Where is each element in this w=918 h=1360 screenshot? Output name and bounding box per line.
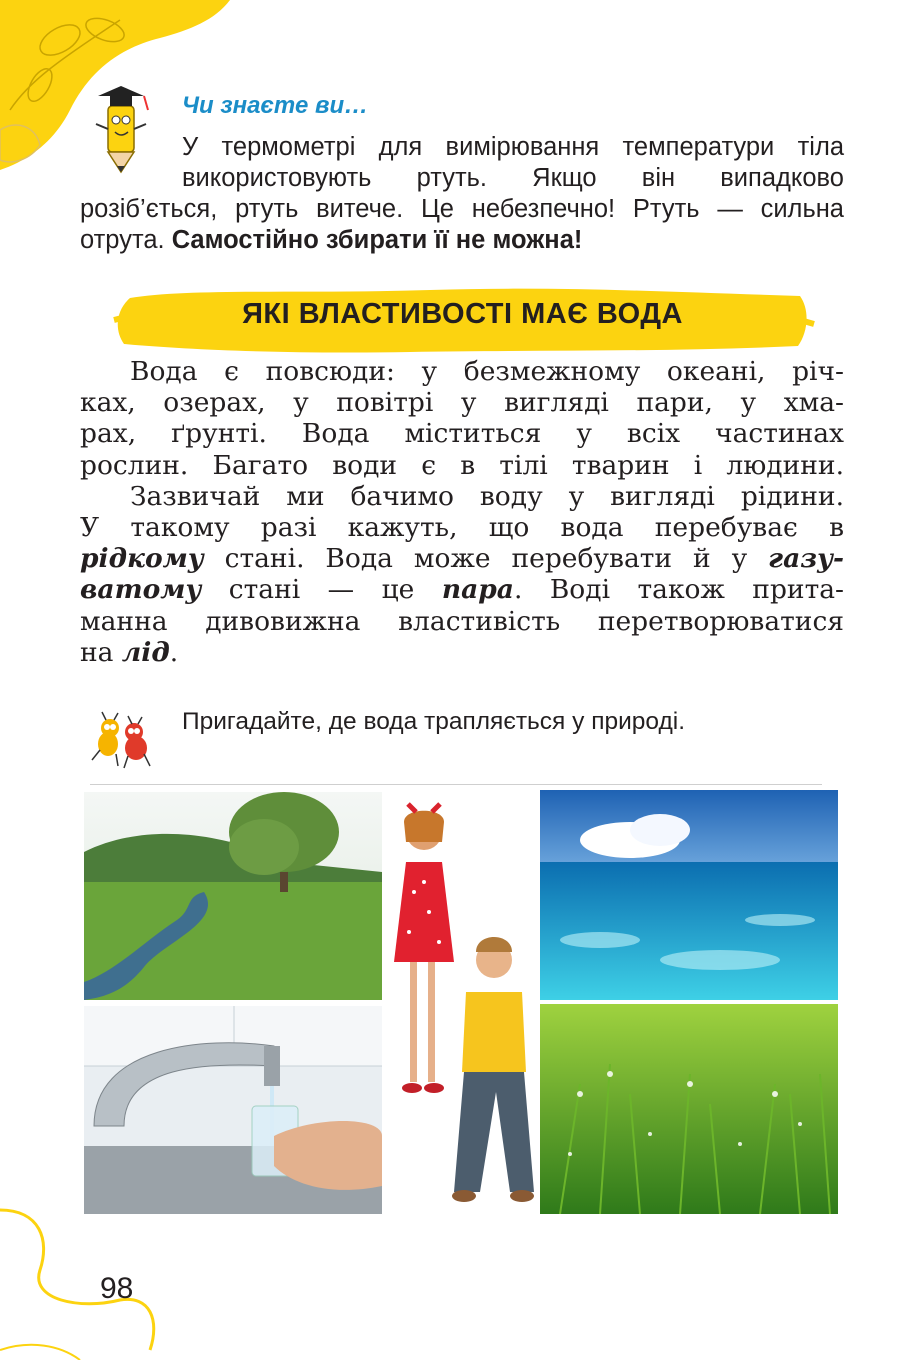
text-line: У такому разі кажуть, що вода перебуває в	[80, 512, 844, 544]
text-line	[80, 574, 844, 605]
text-line: рах, ґрунті. Вода міститься у всіх частинах	[80, 418, 844, 450]
tap-water-photo	[84, 1006, 382, 1214]
stream-meadow-photo	[84, 792, 382, 1000]
task-prompt: Пригадайте, де вода трапляється у природі.	[182, 708, 686, 735]
text-line: Вода є повсюди: у безмежному океані, річ-	[130, 356, 844, 387]
dewy-grass-photo	[540, 1004, 838, 1214]
text-fragment: . Воді також прита-	[513, 574, 844, 606]
text-line: манна дивовижна властивість перетворюватися	[80, 605, 844, 637]
term-liquid: рідкому	[80, 543, 204, 575]
term-gas-cont: ватому	[80, 574, 202, 606]
term-ice: лід	[121, 636, 170, 668]
sea-photo	[540, 790, 838, 1000]
text-line: У термометрі для вимірювання температури тіла	[182, 133, 844, 161]
text-line	[80, 225, 844, 256]
section-heading: ЯКІ ВЛАСТИВОСТІ МАЄ ВОДА	[242, 298, 683, 330]
warning-text: Самостійно збирати її не можна!	[171, 226, 583, 254]
text-fragment: на	[80, 636, 122, 668]
text-fragment: отрута.	[80, 226, 165, 254]
text-fragment: стані — це	[201, 574, 442, 606]
text-line: Зазвичай ми бачимо воду у вигляді рідини.	[130, 480, 844, 512]
text-line: використовують ртуть. Якщо він випадково	[182, 164, 844, 192]
term-steam: пара	[441, 574, 514, 606]
children-photo	[384, 792, 536, 1212]
term-gas: газу-	[768, 543, 844, 575]
text-line	[80, 543, 844, 574]
body-text	[80, 356, 844, 668]
did-you-know-text	[80, 132, 844, 256]
text-line: рослин. Багато води є в тілі тварин і людини.	[80, 449, 844, 481]
text-line: ках, озерах, у повітрі у вигляді пари, у хма-	[80, 387, 844, 419]
did-you-know-title: Чи знаєте ви…	[182, 92, 369, 119]
text-fragment: стані. Вода може перебувати й у	[203, 543, 769, 575]
text-line	[80, 637, 844, 668]
divider	[90, 784, 822, 785]
page-number: 98	[100, 1272, 134, 1305]
text-line: розіб’ється, ртуть витече. Це небезпечно! Ртуть — сильна	[80, 195, 844, 223]
swirl-decoration	[0, 1200, 180, 1360]
text-fragment: .	[169, 636, 179, 668]
ants-icon	[88, 710, 166, 772]
